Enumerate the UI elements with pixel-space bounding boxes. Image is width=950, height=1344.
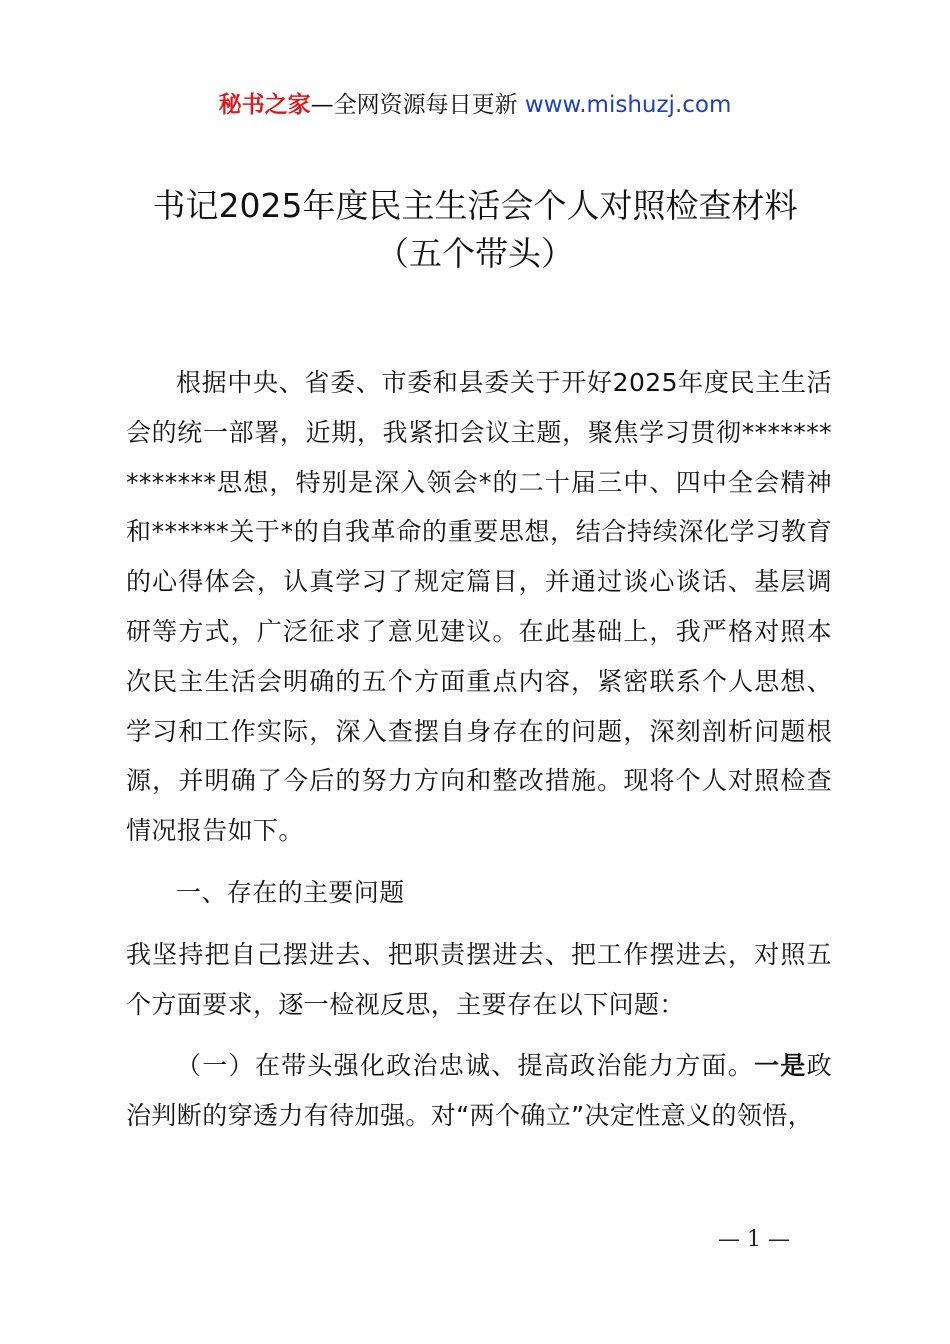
section-lead-paragraph: 我坚持把自己摆进去、把职责摆进去、把工作摆进去，对照五个方面要求，逐一检视反思，主要存在以下问题： [126,939,832,1019]
document-body [126,358,832,1141]
point-text: 政治判断的穿透力有待加强。对“两个确立”决定性意义的领悟， [126,1051,832,1131]
header-tagline: —全网资源每日更新 [310,92,518,118]
site-url-link[interactable]: www.mishuzj.com [524,92,732,118]
site-header [0,88,950,122]
document-title [0,182,950,278]
intro-paragraph: 根据中央、省委、市委和县委关于开好2025年度民主生活会的统一部署，近期，我紧扣会议主题，聚焦学习贯彻**************思想，特别是深入领会*的二十届三中、四中全会精神和******关于*的自我革命的重要思想，结合持续深化学习教育的心得体会，认真学习了规定篇目，并通过谈心谈话、基层调研等方式，广泛征求了意见建议。在此基础上，我严格对照本次民主生活会明确的五个方面重点内容，紧密联系个人思想、学习和工作实际，深入查摆自身存在的问题，深刻剖析问题根源，并明确了今后的努力方向和整改措施。现将个人对照检查情况报告如下。 [126,368,832,846]
point-marker: 一是 [754,1051,807,1081]
brand-name: 秘书之家 [218,92,311,118]
subsection-paragraph [126,1041,832,1141]
subsection-heading: （一）在带头强化政治忠诚、提高政治能力方面。 [176,1051,755,1081]
section-heading: 一、存在的主要问题 [176,877,405,907]
page-number: — 1 — [718,1227,790,1252]
title-line-2: （五个带头） [376,234,574,273]
title-line-1: 书记2025年度民主生活会个人对照检查材料 [152,186,798,225]
